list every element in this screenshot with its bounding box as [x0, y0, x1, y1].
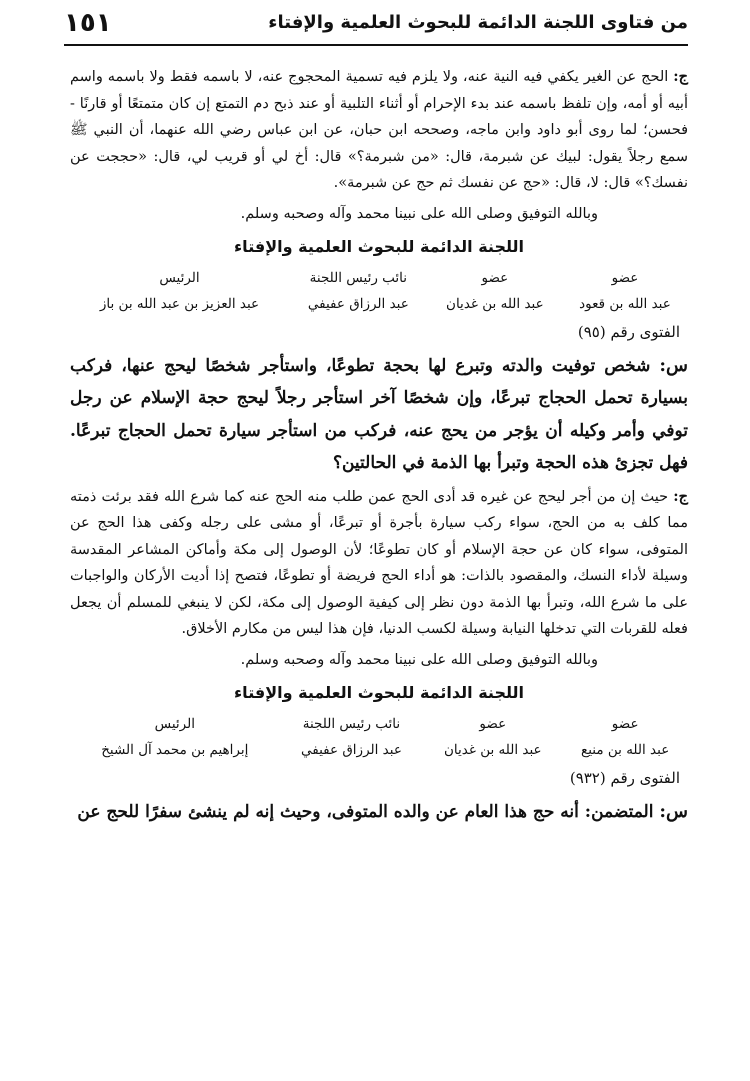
signatory-role: نائب رئيس اللجنة	[302, 715, 401, 732]
signatory-name: عبد الله بن غديان	[443, 741, 542, 758]
closing-formula: وبالله التوفيق وصلى الله على نبينا محمد وآله وصحبه وسلم.	[240, 205, 598, 222]
signatory-name: عبد الرزاق عفيفي	[301, 741, 402, 758]
question-text: شخص توفيت والدته وتبرع لها بحجة تطوعًا، واستأجر شخصًا ليحج عنها، فركب بسيارة تحمل الحجاج تبرعًا، وإن شخصًا آخر استأجر رجلاً ليحج حجة الإسلام عن رجل توفي وأمر وكيله أن يؤجر من يحج عنه، فركب من استأجر سيارة تحمل الحجاج تبرعًا. فهل تجزئ هذه الحجة وتبرأ بها الذمة في الحالتين؟	[70, 355, 688, 473]
signatory-role: نائب رئيس اللجنة	[309, 269, 408, 286]
answer-marker: ج:	[673, 487, 689, 505]
page-number: ١٥١	[64, 8, 112, 38]
answer-paragraph	[70, 484, 688, 643]
signatories-table	[70, 270, 688, 320]
signatory-role: عضو	[479, 715, 507, 732]
signatory-role: الرئيس	[154, 715, 195, 732]
committee-title: اللجنة الدائمة للبحوث العلمية والإفتاء	[234, 682, 524, 702]
signatory-name: عبد الله بن منيع	[581, 741, 670, 758]
answer-text: حيث إن من أجر ليحج عن غيره قد أدى الحج عمن طلب منه الحج عنه كما شرع الله فقد برئت ذمته مما كلف به من الحج، سواء ركب سيارة بأجرة أو تبرعًا، أو مشى على رجله وكفى هذا الحج عن المتوفى، سواء كان عن حجة الإسلام أو كان تطوعًا؛ لأن الوصول إلى مكة وأماكن المشاعر المقدسة وسيلة لأداء النسك، والمقصود بالذات: هو أداء الحج فريضة أو تطوعًا، فتصح إذا أديت الأركان والواجبات على ما شرع الله، وتبرأ بها الذمة دون نظر إلى كيفية الوصول إلى مكة، لكن لا ينبغي للمسلم أن يجعل فعله للقربات التي تدخلها النيابة وسيلة لكسب الدنيا، فإن هذا ليس من مكارم الأخلاق.	[70, 488, 688, 637]
page-header	[64, 6, 688, 46]
signatory-name: إبراهيم بن محمد آل الشيخ	[101, 741, 249, 758]
signatory-role: عضو	[481, 269, 509, 286]
answer-marker: ج:	[673, 68, 689, 85]
question-marker: س:	[659, 354, 688, 376]
signatory-name: عبد الله بن قعود	[579, 295, 671, 312]
fatwa-number: الفتوى رقم (٩٣٢)	[569, 768, 680, 787]
fatwa-number: الفتوى رقم (٩٥)	[577, 322, 680, 341]
signatory-name: عبد الله بن غديان	[446, 295, 544, 312]
question-marker: س:	[659, 800, 688, 822]
answer-text: الحج عن الغير يكفي فيه النية عنه، ولا يلزم فيه تسمية المحجوج عنه، لا باسمه فقط ولا باسمه واسم أبيه أو أمه، وإن تلفظ باسمه عند بدء الإحرام أو أثناء التلبية أو عند ذبح دم التمتع إن كان متمتعًا أو قارنًا - فحسن؛ لما روى أبو داود وابن ماجه، وصححه ابن حبان، عن ابن عباس رضي الله عنهما، أن النبي ﷺ سمع رجلاً يقول: لبيك عن شبرمة، قال: «من شبرمة؟» قال: أخ لي أو قريب لي، قال: «حججت عن نفسك؟» قال: لا، قال: «حج عن نفسك ثم حج عن شبرمة».	[70, 69, 688, 191]
committee-title: اللجنة الدائمة للبحوث العلمية والإفتاء	[234, 236, 524, 256]
signatory-role: عضو	[611, 715, 639, 732]
answer-paragraph	[70, 64, 688, 197]
running-title: من فتاوى اللجنة الدائمة للبحوث العلمية والإفتاء	[268, 12, 688, 33]
signatories-table	[70, 716, 688, 766]
signatory-name: عبد الرزاق عفيفي	[307, 295, 409, 312]
closing-formula: وبالله التوفيق وصلى الله على نبينا محمد وآله وصحبه وسلم.	[240, 651, 598, 668]
question-text: المتضمن: أنه حج هذا العام عن والده المتوفى، وحيث إنه لم ينشئ سفرًا للحج عن	[77, 801, 654, 822]
question-paragraph	[70, 350, 688, 480]
signatory-name: عبد العزيز بن عبد الله بن باز	[99, 295, 260, 312]
page-content	[70, 64, 688, 828]
signatory-role: عضو	[611, 269, 639, 286]
signatory-role: الرئيس	[159, 269, 200, 286]
question-paragraph	[70, 796, 688, 829]
